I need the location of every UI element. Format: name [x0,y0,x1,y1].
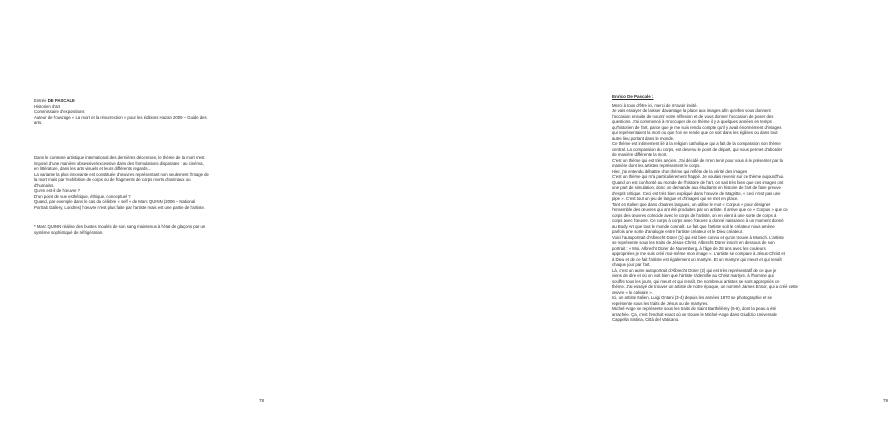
text-line: viens de dire et où on voit bien que l'artiste s'identifie au Christ martyre, à l'homme qui [612,273,774,278]
text-line: Ici, un artiste Italien, Luigi Ontani (3-4) depuis les années 1970 se photographie et se [612,295,772,300]
text-line: à Dieu et de ce fait l'artiste est également un martyre. Et un martyre qui meurt et qui renaît [612,256,782,262]
text-line: D'un point de vue esthétique, éthique, conceptuel ? [34,193,131,199]
text-line: Tant en Italien que dans d'autres langues, on utilise le mot « Corpus » pour désigner [612,201,771,207]
text-line: qui représentaient la mort ou que l'on se rende que ce soit dans les églises ou dans tout [612,130,778,135]
text-line: Quand, par exemple dans le cas du célèbre « self » de Marc QUINN (2006 – National [34,199,196,204]
text-line: Qu'en est-il de l'œuvre ? [34,188,81,193]
text-line: imposé d'une manière obsessive/excessive dans des formulations disparates : au cinéma, [34,160,204,166]
text-line: questions. J'ai commencé à m'occuper de ce thème il y a quelques années en temps [612,119,772,124]
talk-transcript [612,94,870,323]
text-line: Ce thème est intimement lié à la religion catholique qui a fait de la compassion son thème [612,141,781,146]
text-line: Michel-Ange se représente sous les traits de Saint Barthélémy (5-6), dont la peau a été [612,306,777,311]
text-line: au Body Art que tout le monde connaît. Le fait que l'artiste soit le créateur nous amène [612,223,775,229]
speaker-role: Historien d'art [34,103,61,109]
text-line: qu'historien de l'art, parce que je me suis rendu compte qu'il y avait énormément d'images [612,124,782,130]
text-line: se représente sous les traits de Jésus-Christ. Albrecht Dürer inscrit en dessous de son [612,240,775,245]
text-line: d'humains. [34,182,55,188]
text-line: * Marc QUINN réalise des bustes moulés de son sang maintenus à l'état de glaçons par un [34,224,206,229]
text-line: central. La compassion du corps, est devenu le point de départ, qui nous permet d'aborder [612,146,783,152]
text-line: portrait : « Moi, Albrecht Dürer de Nuremberg, à l'âge de 28 ans avec les couleurs [612,245,766,251]
text-line: corps avec l'œuvre. Ce corps à corps avec l'œuvre a donné naissance à un moment donné [612,218,784,223]
text-line: arrachée. Ça, c'est l'endroit exact où se trouve le Michel-Ange dans Giudizio Universale [612,311,777,317]
text-line: C'est un thème qui est très ancien. J'ai décidé de m'en tenir pour vous à le présenter par la [612,157,783,163]
text-line: Hier, j'ai entendu débattre d'un thème qui reflète de la vérité des images [612,168,748,174]
text-line: C'est un thème qui m'a particulièrement frappé. Je voulais revenir sur ce thème aujourd'hui. [612,174,785,179]
left-page [0,0,300,424]
text-line: l'ensemble des œuvres qui ont été produites par un artiste. Il arrive que ce « Corpus » que ce [612,207,788,212]
speaker-role: Commissaire d'expositions [34,109,85,114]
text-line: l'occasion ensuite de nourrir votre réflexion et de vous donner l'occasion de poser des [612,113,774,119]
intro-paragraph [34,155,274,210]
text-line: La variante la plus innovante est constituée d'œuvres représentant non seulement l'image de [34,171,209,177]
text-line: manière dont les artistes représentent le corps. [612,163,701,168]
page-number: 78 [259,398,265,403]
footnote [34,224,274,235]
text-line: Quand on est confronté au monde de l'histoire de l'art, on sait très bien que ces images ont [612,179,784,185]
text-line: Là, c'est un autre autoportrait d'Albrecht Dürer (2) qui est très représentatif de ce que je [612,267,777,273]
text-line: Cappella Sistina, Città del Vaticano. [612,317,680,322]
page-number: 79 [883,398,888,403]
speaker-publication: arts. [34,120,43,125]
text-line: corps des œuvres coïncide avec le corps de l'artiste, on en vient à une sorte de corps à [612,212,777,218]
speaker-bio [34,98,274,126]
speaker-last-name: DE PASCALE [47,98,75,103]
text-line: une part de simulation, donc on demande aux étudiants en histoire de l'art de faire preuve [612,185,781,190]
text-line: de manière différente la mort. [612,152,668,157]
text-line: Je vais essayer de laisser davantage la place aux images afin qu'elles vous donnent [612,108,771,113]
text-line: Portrait Gallery, Londres) l'œuvre n'est plus faite par l'artiste mais est une partie de l'artiste. [34,204,206,210]
speaker-heading: Enrico De Pascale : [612,94,654,99]
text-line: Voici l'autoportrait d'Albrecht Dürer (1) qui est bien connu et qu'on trouve à Munich. L'artiste [612,234,784,240]
text-line: œuvre « le calvaire ». [612,289,653,295]
text-line: thème. J'ai essayé de trouver un artiste de notre époque, un nommé James Ensor, qui a créé cette [612,284,798,289]
text-line: appropriées je me suis créé moi-même mon image ». L'artiste se compare à Jésus-Christ et [612,251,785,256]
text-line: souffre tous les jours, qui meurt et qui renaît. De nombreux artistes se sont appropriés ce [612,278,780,284]
text-line: pipe ». C'est tout un jeu de langue et d'images qui se met en place. [612,196,739,201]
text-line: d'esprit critique. Ceci est très bien expliqué dans l'œuvre de Magritte, « ceci n'est pas une [612,190,781,196]
text-line: chaque jour par l'art. [612,262,651,267]
text-line: Dans le contexte artistique international des dernières décennies, le thème de la mort s'est [34,155,205,160]
text-line: représente sous les traits de Jésus ou de martyres. [612,300,709,306]
text-line: autre lieu portant dans le monde. [612,135,675,141]
text-line: parfois une sorte d'analogie entre l'artiste créateur et le Dieu créateur. [612,229,744,234]
text-line: système sophistiqué de réfrigération. [34,229,104,235]
speaker-first-name: Entrée [34,98,48,103]
text-line: en littérature, dans les arts visuels et leurs différents regards... [34,166,152,171]
text-line: Merci à tous d'être ici, merci de m'avoir invité. [612,102,698,108]
right-page [300,0,888,424]
text-line: la mort mais par l'exhibition de corps ou de fragments de corps morts d'animaux ou [34,177,191,182]
speaker-publication: Auteur de l'ouvrage « La mort et la résurrection » pour les éditions Hazan 2009 – Guide des [34,114,207,120]
